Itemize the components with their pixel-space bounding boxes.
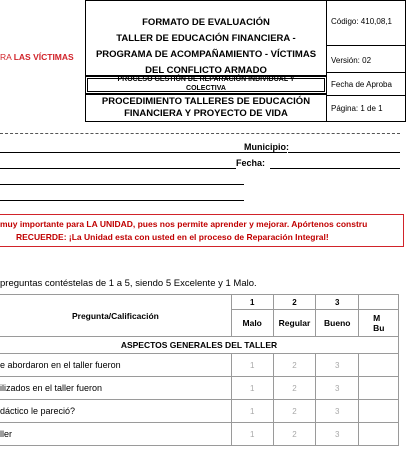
logo-text-prefix: RA bbox=[0, 52, 12, 62]
notice-text: muy importante para LA UNIDAD, pues nos permite aprender y mejorar. Apórtenos constru bbox=[0, 219, 368, 229]
unit-logo bbox=[0, 52, 74, 62]
table-row bbox=[0, 354, 399, 377]
rating-option[interactable]: 1 bbox=[231, 400, 273, 423]
rating-option[interactable] bbox=[359, 423, 399, 446]
form-header bbox=[0, 0, 400, 128]
rating-option[interactable] bbox=[359, 377, 399, 400]
scale-label: M Bu bbox=[359, 310, 399, 337]
municipio-label: Municipio: bbox=[244, 142, 289, 152]
instruction-text: preguntas contéstelas de 1 a 5, siendo 5 Excelente y 1 Malo. bbox=[0, 278, 257, 289]
rating-option[interactable]: 3 bbox=[316, 400, 359, 423]
question-text: dáctico le pareció? bbox=[0, 400, 231, 423]
rating-option[interactable]: 1 bbox=[231, 423, 273, 446]
scale-label: Bueno bbox=[316, 310, 359, 337]
question-header: Pregunta/Calificación bbox=[0, 295, 231, 337]
scale-label: Malo bbox=[231, 310, 273, 337]
question-text: e abordaron en el taller fueron bbox=[0, 354, 231, 377]
rating-option[interactable]: 2 bbox=[273, 400, 316, 423]
fill-line bbox=[0, 133, 400, 134]
rating-option[interactable]: 3 bbox=[316, 354, 359, 377]
notice-reminder: RECUERDE: ¡La Unidad esta con usted en el proceso de Reparación Integral! bbox=[16, 232, 329, 242]
document-version: Versión: 02 bbox=[331, 56, 372, 65]
page-number: Página: 1 de 1 bbox=[331, 104, 383, 113]
form-title-line: TALLER DE EDUCACIÓN FINANCIERA - bbox=[116, 33, 296, 44]
logo-text-bold: LAS VÍCTIMAS bbox=[13, 52, 74, 62]
phone-field-line[interactable] bbox=[0, 184, 244, 185]
form-title-line: PROGRAMA DE ACOMPAÑAMIENTO - VÍCTIMAS bbox=[95, 49, 317, 60]
scale-number: 3 bbox=[316, 295, 359, 310]
rating-option[interactable]: 2 bbox=[273, 354, 316, 377]
form-title bbox=[85, 15, 327, 76]
scale-number: 2 bbox=[273, 295, 316, 310]
email-field-line[interactable] bbox=[0, 200, 244, 201]
rating-option[interactable]: 3 bbox=[316, 423, 359, 446]
scale-number bbox=[359, 295, 399, 310]
question-text: ller bbox=[0, 423, 231, 446]
procedure-title: PROCEDIMIENTO TALLERES DE EDUCACIÓN FINANCIERA Y PROYECTO DE VIDA bbox=[101, 96, 311, 119]
document-field-line[interactable] bbox=[0, 168, 236, 169]
evaluation-table bbox=[0, 294, 399, 446]
form-title-line: DEL CONFLICTO ARMADO bbox=[145, 65, 267, 76]
rating-option[interactable] bbox=[359, 354, 399, 377]
name-field-line[interactable] bbox=[0, 152, 287, 153]
rating-option[interactable] bbox=[359, 400, 399, 423]
process-title: PROCESO GESTIÓN DE REPARACIÓN INDIVIDUAL Y COLECTIVA bbox=[117, 76, 295, 92]
rating-option[interactable]: 2 bbox=[273, 377, 316, 400]
section-title: ASPECTOS GENERALES DEL TALLER bbox=[0, 337, 399, 354]
table-row bbox=[0, 377, 399, 400]
rating-option[interactable]: 3 bbox=[316, 377, 359, 400]
table-row bbox=[0, 423, 399, 446]
table-row bbox=[0, 400, 399, 423]
municipio-field-line[interactable] bbox=[288, 152, 400, 153]
scale-number: 1 bbox=[231, 295, 273, 310]
scale-label: Regular bbox=[273, 310, 316, 337]
form-title-line: FORMATO DE EVALUACIÓN bbox=[142, 17, 270, 28]
document-code: Código: 410,08,1 bbox=[331, 17, 392, 26]
rating-option[interactable]: 2 bbox=[273, 423, 316, 446]
approval-date: Fecha de Aproba bbox=[331, 80, 392, 89]
fecha-label: Fecha: bbox=[236, 158, 266, 168]
rating-option[interactable]: 1 bbox=[231, 377, 273, 400]
question-text: ilizados en el taller fueron bbox=[0, 377, 231, 400]
rating-option[interactable]: 1 bbox=[231, 354, 273, 377]
fecha-field-line[interactable] bbox=[270, 168, 400, 169]
